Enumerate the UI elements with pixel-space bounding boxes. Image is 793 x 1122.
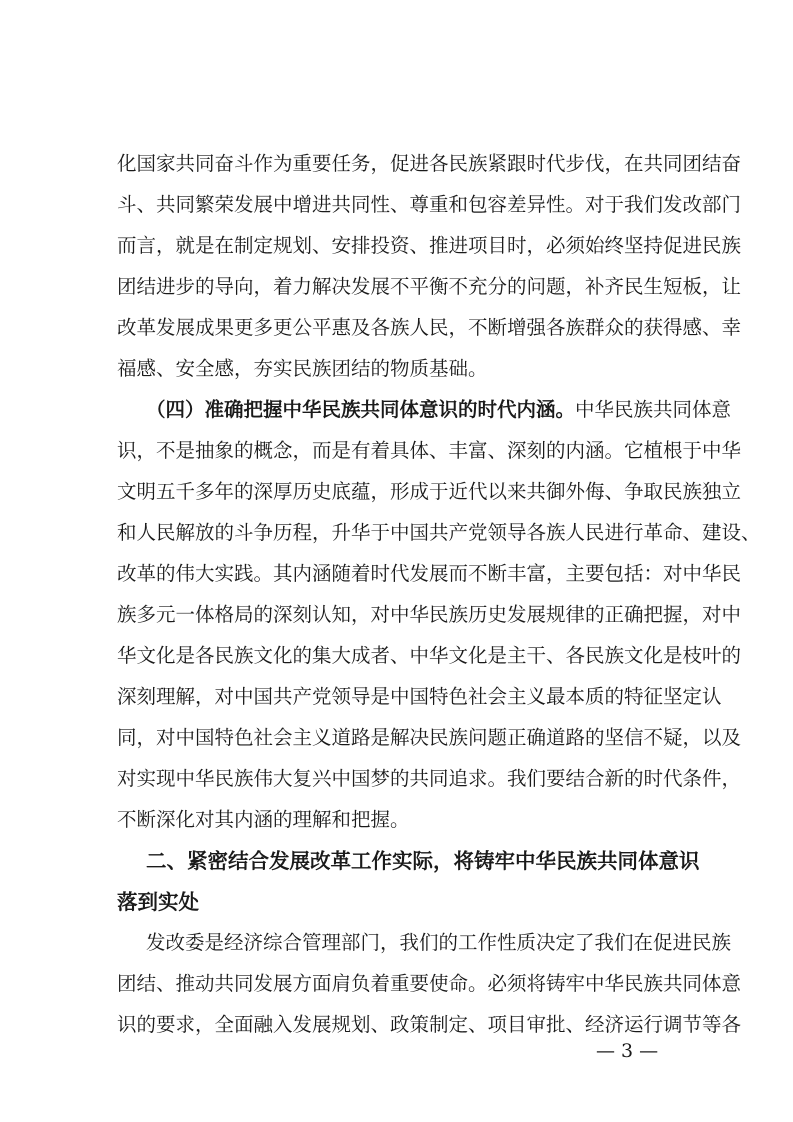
paragraph-line: 同，对中国特色社会主义道路是解决民族问题正确道路的坚信不疑，以及 bbox=[117, 726, 742, 749]
section-heading: 二、紧密结合发展改革工作实际，将铸牢中华民族共同体意识 bbox=[146, 849, 700, 873]
paragraph-line: 斗、共同繁荣发展中增进共同性、尊重和包容差异性。对于我们发改部门 bbox=[117, 193, 742, 216]
paragraph-first-line: 发改委是经济综合管理部门，我们的工作性质决定了我们在促进民族 bbox=[146, 931, 732, 954]
paragraph-line: 识，不是抽象的概念，而是有着具体、丰富、深刻的内涵。它植根于中华 bbox=[117, 439, 742, 462]
paragraph-line: 不断深化对其内涵的理解和把握。 bbox=[117, 808, 410, 831]
paragraph-line: 识的要求，全面融入发展规划、政策制定、项目审批、经济运行调节等各 bbox=[117, 1013, 742, 1036]
section-heading-continued: 落到实处 bbox=[117, 890, 199, 914]
paragraph-line: 改革发展成果更多更公平惠及各族人民，不断增强各族群众的获得感、幸 bbox=[117, 316, 742, 339]
paragraph-line: 对实现中华民族伟大复兴中国梦的共同追求。我们要结合新的时代条件， bbox=[117, 767, 742, 790]
paragraph-line: 团结进步的导向，着力解决发展不平衡不充分的问题，补齐民生短板，让 bbox=[117, 275, 742, 298]
paragraph-line: 而言，就是在制定规划、安排投资、推进项目时，必须始终坚持促进民族 bbox=[117, 234, 742, 257]
subsection-heading: （四）准确把握中华民族共同体意识的时代内涵。 bbox=[146, 398, 576, 421]
paragraph-line: 福感、安全感，夯实民族团结的物质基础。 bbox=[117, 357, 488, 380]
paragraph-line: 和人民解放的斗争历程，升华于中国共产党领导各族人民进行革命、建设、 bbox=[117, 521, 761, 544]
paragraph-text: 中华民族共同体意 bbox=[575, 398, 732, 421]
page-number: — 3 — bbox=[596, 1040, 659, 1062]
paragraph-line: 华文化是各民族文化的集大成者、中华文化是主干、各民族文化是枝叶的 bbox=[117, 644, 742, 667]
paragraph-line: 团结、推动共同发展方面肩负着重要使命。必须将铸牢中华民族共同体意 bbox=[117, 972, 742, 995]
paragraph-line: 族多元一体格局的深刻认知，对中华民族历史发展规律的正确把握，对中 bbox=[117, 603, 742, 626]
paragraph-line: 改革的伟大实践。其内涵随着时代发展而不断丰富，主要包括：对中华民 bbox=[117, 562, 742, 585]
paragraph-line: 深刻理解，对中国共产党领导是中国特色社会主义最本质的特征坚定认 bbox=[117, 685, 722, 708]
paragraph-line: 文明五千多年的深厚历史底蕴，形成于近代以来共御外侮、争取民族独立 bbox=[117, 480, 742, 503]
paragraph-line: 化国家共同奋斗作为重要任务，促进各民族紧跟时代步伐，在共同团结奋 bbox=[117, 152, 742, 175]
paragraph-first-line bbox=[146, 390, 732, 430]
